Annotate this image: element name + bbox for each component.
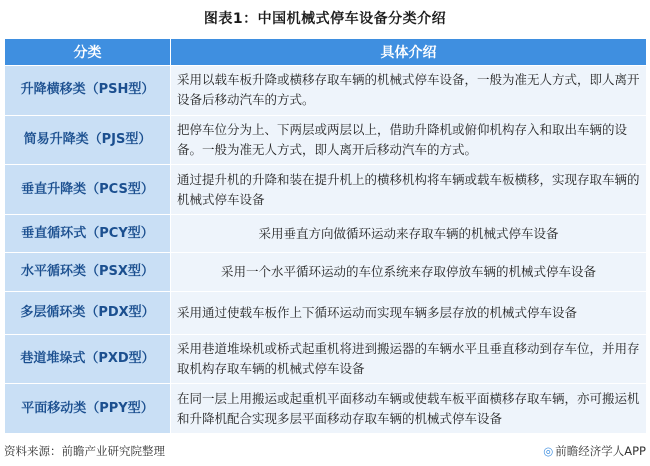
description-cell: 采用巷道堆垛机或桥式起重机将进到搬运器的车辆水平且垂直移动到存车位，并用存取机构存取车辆的机械式停车设备 [171,334,647,384]
category-cell: 巷道堆垛式（PXD型） [5,334,171,384]
description-cell: 采用通过使载车板作上下循环运动而实现车辆多层存放的机械式停车设备 [171,291,647,334]
category-cell: 垂直循环式（PCY型） [5,214,171,252]
table-row [5,291,647,334]
header-description: 具体介绍 [171,39,647,66]
description-cell: 在同一层上用搬运或起重机平面移动车辆或使载车板平面横移存取车辆，亦可搬运机和升降机配合实现多层平面移动存取车辆的机械式停车设备 [171,384,647,434]
table-row [5,334,647,384]
source-note: 资料来源：前瞻产业研究院整理 [4,444,165,458]
description-cell: 采用一个水平循环运动的车位系统来存取停放车辆的机械式停车设备 [171,253,647,291]
category-cell: 简易升降类（PJS型） [5,115,171,165]
header-category: 分类 [5,39,171,66]
table-row [5,384,647,434]
description-cell: 通过提升机的升降和装在提升机上的横移机构将车辆或载车板横移，实现存取车辆的机械式停车设备 [171,165,647,215]
description-cell: 采用以载车板升降或横移存取车辆的机械式停车设备，一般为准无人方式，即人离开设备后移动汽车的方式。 [171,66,647,116]
category-cell: 升降横移类（PSH型） [5,66,171,116]
table-row [5,253,647,291]
description-cell: 采用垂直方向做循环运动来存取车辆的机械式停车设备 [171,214,647,252]
brand-logo-icon: ◎ [543,444,554,458]
table-header-row [5,39,647,66]
category-cell: 平面移动类（PPY型） [5,384,171,434]
table-row [5,214,647,252]
category-cell: 多层循环类（PDX型） [5,291,171,334]
brand-name: 前瞻经济学人APP [555,444,646,458]
table-row [5,165,647,215]
category-cell: 垂直升降类（PCS型） [5,165,171,215]
classification-table [4,38,647,434]
table-row [5,66,647,116]
footer [4,440,646,460]
table-row [5,115,647,165]
brand-label [543,443,646,459]
page-title: 图表1：中国机械式停车设备分类介绍 [203,11,447,27]
category-cell: 水平循环类（PSX型） [5,253,171,291]
description-cell: 把停车位分为上、下两层或两层以上，借助升降机或俯仰机构存入和取出车辆的设备。一般为准无人方式，即人离开后移动汽车的方式。 [171,115,647,165]
